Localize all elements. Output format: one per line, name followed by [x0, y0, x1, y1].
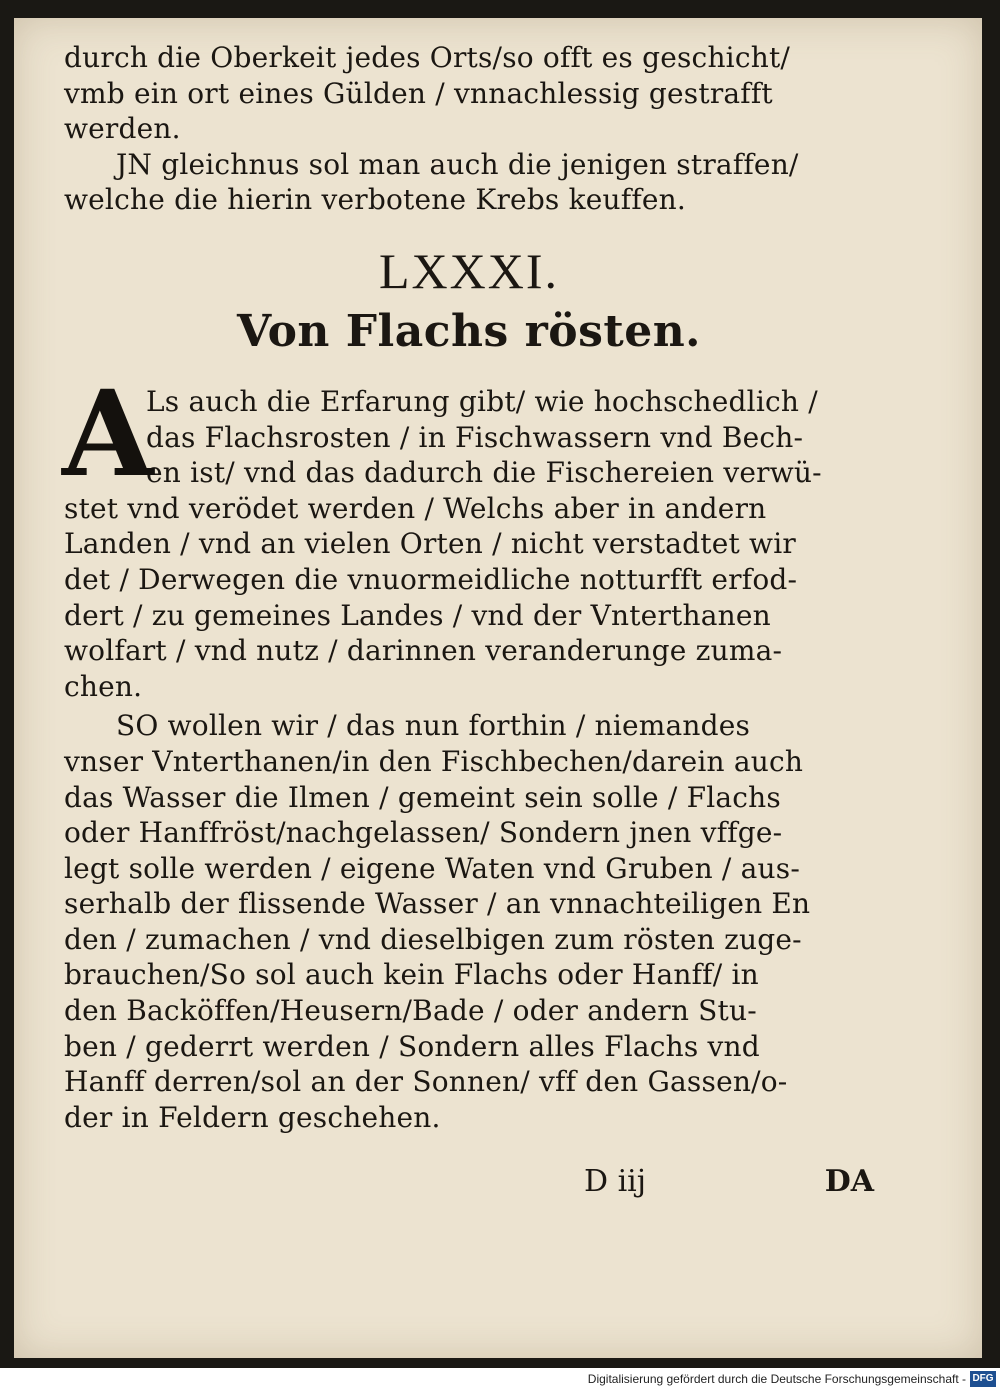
text-line: chen.	[64, 669, 143, 703]
text-line: JN gleichnus sol man auch die jenigen straffen/	[116, 147, 799, 181]
text-line: serhalb der flissende Wasser / an vnnachteiligen En	[64, 887, 811, 921]
text-line: werden.	[64, 112, 181, 146]
text-line: stet vnd verödet werden / Welchs aber in andern	[64, 491, 767, 525]
chapter-number: LXXXI.	[378, 242, 560, 299]
text-line: dert / zu gemeines Landes / vnd der Vnterthanen	[64, 598, 771, 632]
text-line: det / Derwegen die vnuormeidliche notturfft erfod-	[64, 562, 798, 596]
text-line: Ls auch die Erfarung gibt/ wie hochschedlich /	[146, 384, 818, 418]
text-line: das Flachsrosten / in Fischwassern vnd Bech-	[146, 420, 804, 454]
page-footer	[64, 1164, 874, 1208]
chapter-title: Von Flachs rösten.	[236, 305, 702, 357]
credit-bar	[0, 1368, 1000, 1392]
drop-cap-initial: A	[62, 363, 154, 503]
text-line: wolfart / vnd nutz / darinnen veranderunge zuma-	[64, 634, 783, 668]
text-line: en ist/ vnd das dadurch die Fischereien verwü-	[146, 456, 822, 490]
text-line: SO wollen wir / das nun forthin / niemandes	[116, 709, 751, 743]
text-line: der in Feldern geschehen.	[64, 1100, 441, 1134]
text-line: ben / gederrt werden / Sondern alles Flachs vnd	[64, 1029, 760, 1063]
paragraph-2	[64, 708, 874, 1135]
dfg-logo-icon[interactable]: DFG	[970, 1371, 996, 1387]
text-line: den Backöffen/Heusern/Bade / oder andern Stu-	[64, 994, 757, 1028]
text-line: Hanff derren/sol an der Sonnen/ vff den Gassen/o-	[64, 1065, 788, 1099]
text-line: durch die Oberkeit jedes Orts/so offt es geschicht/	[64, 41, 791, 74]
paragraph-1	[62, 363, 874, 704]
text-line: vnser Vnterthanen/in den Fischbechen/darein auch	[64, 744, 804, 778]
text-line: oder Hanffröst/nachgelassen/ Sondern jnen vffge-	[64, 816, 783, 850]
text-block	[64, 40, 874, 1135]
text-line: den / zumachen / vnd dieselbigen zum rösten zuge-	[64, 922, 802, 956]
text-line: Landen / vnd an vielen Orten / nicht verstadtet wir	[64, 527, 796, 561]
funding-credit: Digitalisierung gefördert durch die Deutsche Forschungsgemeinschaft -	[587, 1372, 966, 1386]
book-page	[14, 18, 982, 1358]
text-line: brauchen/So sol auch kein Flachs oder Hanff/ in	[64, 958, 759, 992]
signature-mark: D iij	[584, 1164, 647, 1199]
text-line: legt solle werden / eigene Waten vnd Gruben / aus-	[64, 851, 800, 885]
text-line: das Wasser die Ilmen / gemeint sein solle / Flachs	[64, 780, 781, 814]
text-line: vmb ein ort eines Gülden / vnnachlessig gestrafft	[64, 76, 773, 110]
catchword: DA	[824, 1164, 874, 1199]
text-line: welche die hierin verbotene Krebs keuffen.	[64, 183, 687, 217]
